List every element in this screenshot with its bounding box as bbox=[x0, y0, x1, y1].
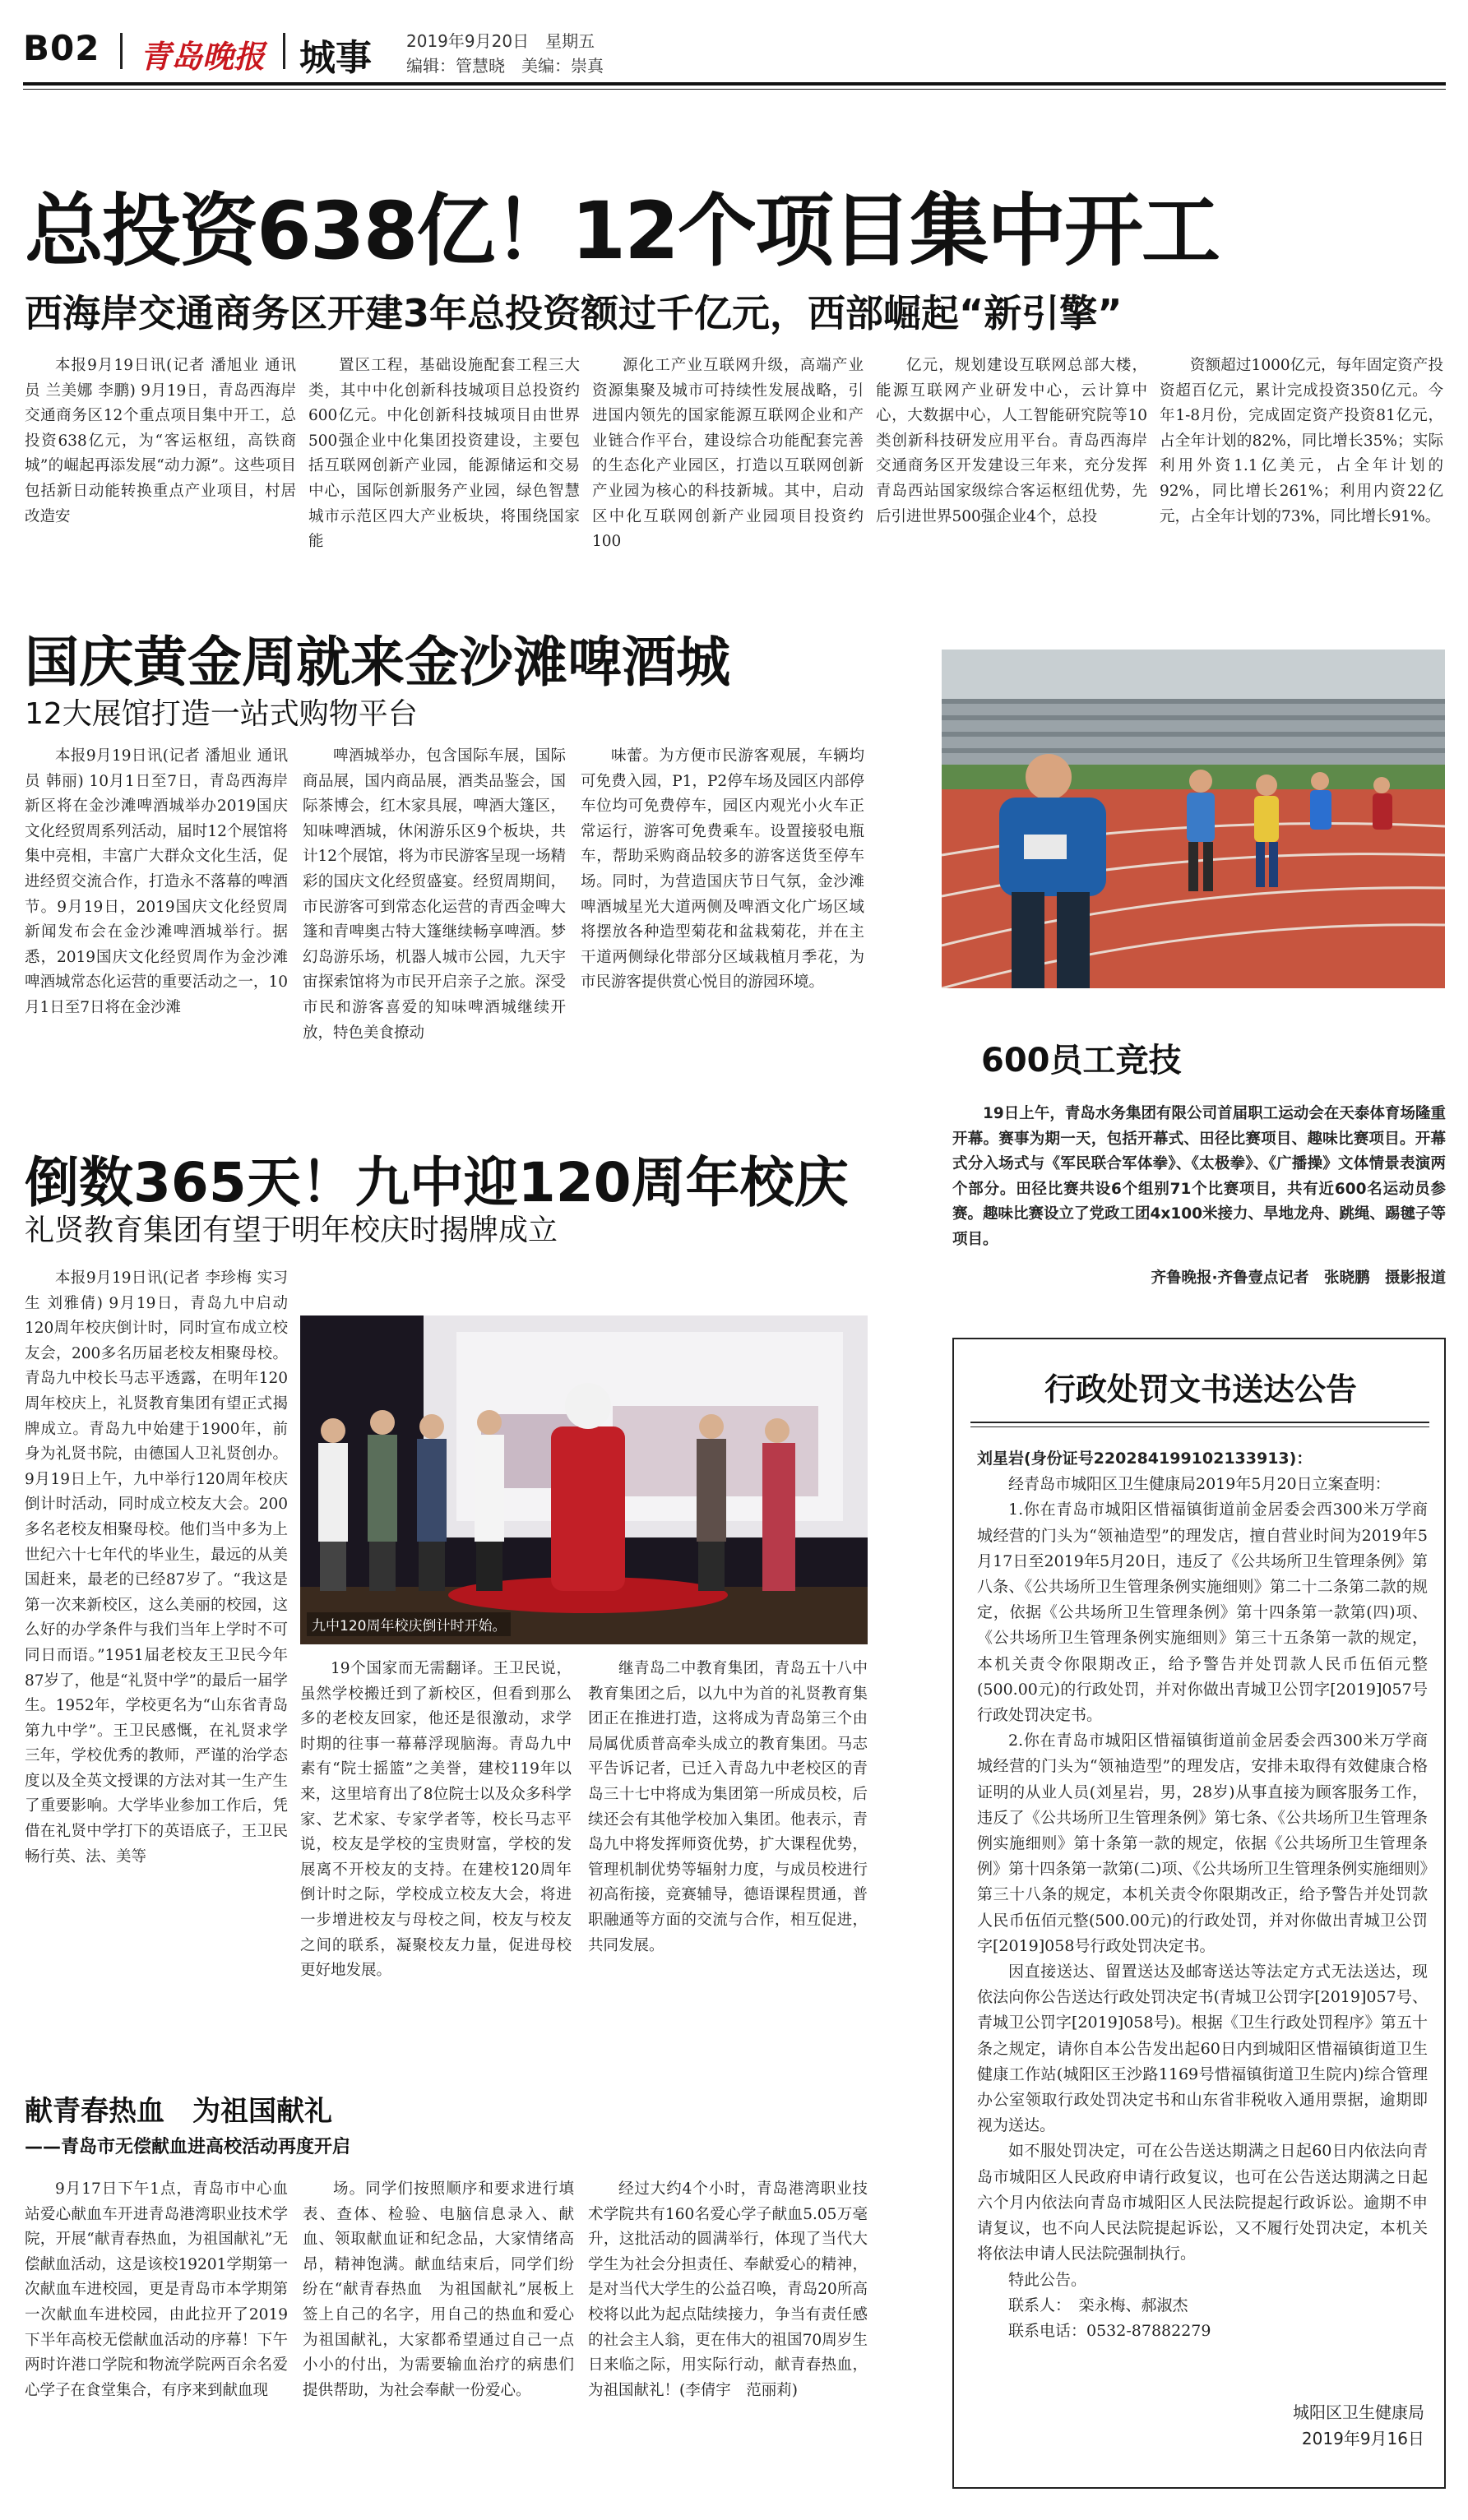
school-column: 本报9月19日讯(记者 李珍梅 实习生 刘雅倩) 9月19日，青岛九中启动120周年校庆倒计时，同时宣布成立校友会，200多名历届老校友相聚母校。青岛九中校长马志平透露，在明年120周年校庆上，礼贤教育集团有望正式揭牌成立。青岛九中始建于1900年，前身为礼贤书院，由德国人卫礼贤创办。9月19日上午，九中举行120周年校庆倒计时活动，同时成立校友大会。200多名老校友相聚母校。他们当中多为上世纪六十七年代的毕业生，最远的从美国赶来，最老的已经87岁了。“我这是第一次来新校区，这么美丽的校园，这么好的办学条件与我们当年上学时不可同日而语。”1951届老校友王卫民今年87岁了，他是“礼贤中学”的最后一届学生。1952年，学校更名为“山东省青岛第九中学”。王卫民感慨，在礼贤求学三年，学校优秀的教师，严谨的治学态度以及全英文授课的方法对其一生产生了重要影响。大学毕业参加工作后，凭借在礼贤中学打下的英语底子，王卫民畅行英、法、美等 bbox=[25, 1269, 288, 1866]
masthead-divider bbox=[283, 33, 285, 69]
notice-paragraph: 经青岛市城阳区卫生健康局2019年5月20日立案查明： bbox=[1008, 1475, 1391, 1494]
beer-subheadline: 12大展馆打造一站式购物平台 bbox=[25, 697, 418, 731]
sports-byline: 齐鲁晚报·齐鲁壹点记者 张晓鹏 摄影报道 bbox=[1151, 1269, 1446, 1287]
beer-column: 本报9月19日讯(记者 潘旭业 通讯员 韩丽) 10月1日至7日，青岛西海岸新区将在金沙滩啤酒城举办2019国庆文化经贸周系列活动，届时12个展馆将集中亮相，丰富广大群众文化生活，促进经贸交流合作，打造永不落幕的啤酒节。9月19日，2019国庆文化经贸周新闻发布会在金沙滩啤酒城举行。据悉，2019国庆文化经贸周作为金沙滩啤酒城常态化运营的重要活动之一，10月1日至7日将在金沙滩 bbox=[25, 747, 288, 1016]
sports-headline: 600员工竞技 bbox=[981, 1042, 1182, 1080]
lead-column: 置区工程，基础设施配套工程三大类，其中中化创新科技城项目总投资约600亿元。中化创新科技城项目由世界500强企业中化集团投资建设，主要包括互联网创新产业园，能源储运和交易中心，国际创新服务产业园，绿色智慧城市示范区四大产业板块，将围绕国家能 bbox=[308, 357, 580, 551]
editors-line: 编辑：管慧晓 美编：崇真 bbox=[406, 56, 604, 76]
blood-headline: 献青春热血 为祖国献礼 bbox=[25, 2095, 332, 2128]
masthead-rule bbox=[23, 82, 1446, 86]
beer-column: 味蕾。为方便市民游客观展，车辆均可免费入园，P1，P2停车场及园区内部停车位均可免费停车，园区内观光小火车正常运行，游客可免费乘车。设置接驳电瓶车，帮助采购商品较多的游客送货至停车场。同时，为营造国庆节日气氛，金沙滩啤酒城星光大道两侧及啤酒文化广场区域将摆放各种造型菊花和盆栽菊花，并在主干道两侧绿化带部分区域栽植月季花，为市民游客提供赏心悦目的游园环境。 bbox=[581, 747, 864, 992]
masthead-divider bbox=[120, 33, 123, 69]
masthead bbox=[23, 25, 1446, 81]
notice-phone: 联系电话：0532-87882279 bbox=[1008, 2321, 1211, 2340]
date-line: 2019年9月20日 星期五 bbox=[406, 31, 595, 51]
notice-contact: 联系人： 栾永梅、郝淑杰 bbox=[1008, 2296, 1188, 2314]
notice-title-rule bbox=[970, 1422, 1429, 1423]
notice-paragraph: 如不服处罚决定，可在公告送达期满之日起60日内依法向青岛市城阳区人民政府申请行政复议，也可在公告送达期满之日起六个月内依法向青岛市城阳区人民法院提起行政诉讼。逾期不申请复议，也不向人民法院提起诉讼，又不履行处罚决定，本机关将依法申请人民法院强制执行。 bbox=[977, 2142, 1428, 2263]
blood-column: 9月17日下午1点，青岛市中心血站爱心献血车开进青岛港湾职业技术学院，开展“献青春热血，为祖国献礼”无偿献血活动，这是该校19201学期第一次献血车进校园，更是青岛市本学期第一次献血车进校园，由此拉开了2019下半年高校无偿献血活动的序幕！下午两时许港口学院和物流学院两百余名爱心学子在食堂集合，有序来到献血现 bbox=[25, 2180, 288, 2399]
lead-column: 资额超过1000亿元，每年固定资产投资超百亿元，累计完成投资350亿元。今年1-8月份，完成固定资产投资81亿元，占全年计划的82%，同比增长35%；实际利用外资1.1亿美元，占全年计划的92%，同比增长261%；利用内资22亿元，占全年计划的73%，同比增长91%。 bbox=[1160, 357, 1443, 525]
beer-headline: 国庆黄金周就来金沙滩啤酒城 bbox=[25, 631, 730, 694]
school-subheadline: 礼贤教育集团有望于明年校庆时揭牌成立 bbox=[25, 1214, 558, 1247]
lead-column: 本报9月19日讯(记者 潘旭业 通讯员 兰美娜 李鹏) 9月19日，青岛西海岸交通商务区12个重点项目集中开工，总投资638亿元，为“客运枢纽，高铁商城”的崛起再添发展“动力源”。这些项目包括新日动能转换重点产业项目，村居改造安 bbox=[25, 357, 296, 525]
school-photo-caption: 九中120周年校庆倒计时开始。 bbox=[307, 1612, 511, 1636]
school-column: 19个国家而无需翻译。王卫民说，虽然学校搬迁到了新校区，但看到那么多的老校友回家，他还是很激动，求学时期的往事一幕幕浮现脑海。青岛九中素有“院士摇篮”之美誉，建校119年以来，这里培育出了8位院士以及众多科学家、艺术家、专家学者等，校长马志平说，校友是学校的宝贵财富，学校的发展离不开校友的支持。在建校120周年倒计时之际，学校成立校友大会，将进一步增进校友与母校之间，校友与校友之间的联系，凝聚校友力量，促进母校更好地发展。 bbox=[300, 1660, 572, 1980]
lead-headline: 总投资638亿！12个项目集中开工 bbox=[25, 185, 1219, 277]
notice-issue-date: 2019年9月16日 bbox=[1301, 2429, 1424, 2448]
beer-column: 啤酒城举办，包含国际车展，国际商品展，国内商品展，酒类品鉴会，国际茶博会，红木家具展，啤酒大篷区，知味啤酒城，休闲游乐区9个板块，共计12个展馆，将为市民游客呈现一场精彩的国庆文化经贸盛宴。经贸周期间，市民游客可到常态化运营的青西金啤大篷和青啤奥古特大篷继续畅享啤酒。梦幻岛游乐场，机器人城市公园，九天宇宙探索馆将为市民开启亲子之旅。深受市民和游客喜爱的知味啤酒城继续开放，特色美食撩动 bbox=[303, 747, 566, 1042]
blood-subheadline: ——青岛市无偿献血进高校活动再度开启 bbox=[25, 2137, 351, 2157]
sports-photo bbox=[942, 650, 1445, 988]
notice-paragraph: 2.你在青岛市城阳区惜福镇街道前金居委会西300米万学商城经营的门头为“领袖造型”的理发店，安排未取得有效健康合格证明的从业人员(刘星岩，男，28岁)从事直接为顾客服务工作，违反了《公共场所卫生管理条例》第七条、《公共场所卫生管理条例实施细则》第十条第一款的规定，依据《公共场所卫生管理条例》第十四条第一款第(二)项、《公共场所卫生管理条例实施细则》第三十八条的规定，本机关责令你限期改正，给予警告并处罚款人民币伍佰元整(500.00元)的行政处罚，并对你做出青城卫公罚字[2019]058号行政处罚决定书。 bbox=[977, 1732, 1428, 1955]
school-photo bbox=[300, 1315, 868, 1644]
school-headline: 倒数365天！九中迎120周年校庆 bbox=[25, 1151, 849, 1214]
notice-title-rule-thin bbox=[970, 1426, 1429, 1427]
notice-body bbox=[977, 1446, 1428, 2344]
notice-paragraph: 1.你在青岛市城阳区惜福镇街道前金居委会西300米万学商城经营的门头为“领袖造型”的理发店，擅自营业时间为2019年5月17日至2019年5月20日，违反了《公共场所卫生管理条例》第八条、《公共场所卫生管理条例实施细则》第二十二条第二款的规定，依据《公共场所卫生管理条例》第十四条第一款第(四)项、《公共场所卫生管理条例实施细则》第三十五条第一款的规定，本机关责令你限期改正，给予警告并处罚款人民币伍佰元整(500.00元)的行政处罚，并对你做出青城卫公罚字[2019]057号行政处罚决定书。 bbox=[977, 1500, 1428, 1725]
masthead-rule-thin bbox=[23, 89, 1446, 90]
sports-photo-image bbox=[942, 650, 1445, 988]
school-column: 继青岛二中教育集团，青岛五十八中教育集团之后，以九中为首的礼贤教育集团正在推进打造，这将成为青岛第三个由局属优质普高牵头成立的教育集团。马志平告诉记者，已迁入青岛九中老校区的青岛三十七中将成为集团第一所成员校，后续还会有其他学校加入集团。他表示，青岛九中将发挥师资优势，扩大课程优势，管理机制优势等辐射力度，与成员校进行初高衔接，竞赛辅导，德语课程贯通，普职融通等方面的交流与合作，相互促进，共同发展。 bbox=[588, 1660, 868, 1954]
notice-paragraph: 因直接送达、留置送达及邮寄送达等法定方式无法送达，现依法向你公告送达行政处罚决定书(青城卫公罚字[2019]057号、青城卫公罚字[2019]058号)。根据《卫生行政处罚程序》第五十条之规定，请你自本公告发出起60日内到城阳区惜福镇街道卫生健康工作站(城阳区王沙路1169号惜福镇街道卫生院内)综合管理办公室领取行政处罚决定书和山东省非税收入通用票据，逾期即视为送达。 bbox=[977, 1963, 1428, 2135]
paper-name-logo: 青岛晚报 bbox=[140, 38, 266, 75]
notice-title: 行政处罚文书送达公告 bbox=[1044, 1371, 1357, 1408]
notice-issuer: 城阳区卫生健康局 bbox=[1293, 2402, 1424, 2422]
sports-body: 19日上午，青岛水务集团有限公司首届职工运动会在天泰体育场隆重开幕。赛事为期一天，包括开幕式、田径比赛项目、趣味比赛项目。开幕式分入场式与《军民联合军体拳》、《太极拳》、《广播操》文体情景表演两个部分。田径比赛共设6个组别71个比赛项目，共有近600名运动员参赛。趣味比赛设立了党政工团4x100米接力、旱地龙舟、跳绳、踢毽子等项目。 bbox=[952, 1105, 1446, 1248]
section-name: 城事 bbox=[299, 37, 372, 79]
penalty-notice bbox=[952, 1338, 1446, 2489]
notice-addressee: 刘星岩(身份证号220284199102133913)： bbox=[977, 1450, 1313, 1468]
page-number: B02 bbox=[23, 28, 100, 68]
notice-paragraph: 特此公告。 bbox=[1008, 2270, 1087, 2289]
lead-column: 亿元，规划建设互联网总部大楼，能源互联网产业研发中心，云计算中心，大数据中心，人工智能研究院等10类创新科技研发应用平台。青岛西海岸交通商务区开发建设三年来，充分发挥青岛西站国家级综合客运枢纽优势，先后引进世界500强企业4个，总投 bbox=[876, 357, 1147, 525]
lead-column: 源化工产业互联网升级，高端产业资源集聚及城市可持续性发展战略，引进国内领先的国家能源互联网企业和产业链合作平台，建设综合功能配套完善的生态化产业园区，打造以互联网创新产业园为核心的科技新城。其中，启动区中化互联网创新产业园项目投资约100 bbox=[592, 357, 864, 551]
lead-subheadline: 西海岸交通商务区开建3年总投资额过千亿元，西部崛起“新引擎” bbox=[25, 291, 1123, 335]
blood-column: 场。同学们按照顺序和要求进行填表、查体、检验、电脑信息录入、献血、领取献血证和纪念品，大家情绪高昂，精神饱满。献血结束后，同学们纷纷在“献青春热血 为祖国献礼”展板上签上自己的名字，用自己的热血和爱心为祖国献礼，大家都希望通过自己一点小小的付出，为需要输血治疗的病患们提供帮助，为社会奉献一份爱心。 bbox=[303, 2180, 574, 2399]
school-photo-image bbox=[300, 1315, 868, 1644]
blood-column: 经过大约4个小时，青岛港湾职业技术学院共有160名爱心学子献血5.05万毫升，这批活动的圆满举行，体现了当代大学生为社会分担责任、奉献爱心的精神，是对当代大学生的公益召唤，青岛20所高校将以此为起点陆续接力，争当有责任感的社会主人翁，更在伟大的祖国70周岁生日来临之际，用实际行动，献青春热血，为祖国献礼！(李倩宇 范丽莉) bbox=[588, 2180, 868, 2399]
